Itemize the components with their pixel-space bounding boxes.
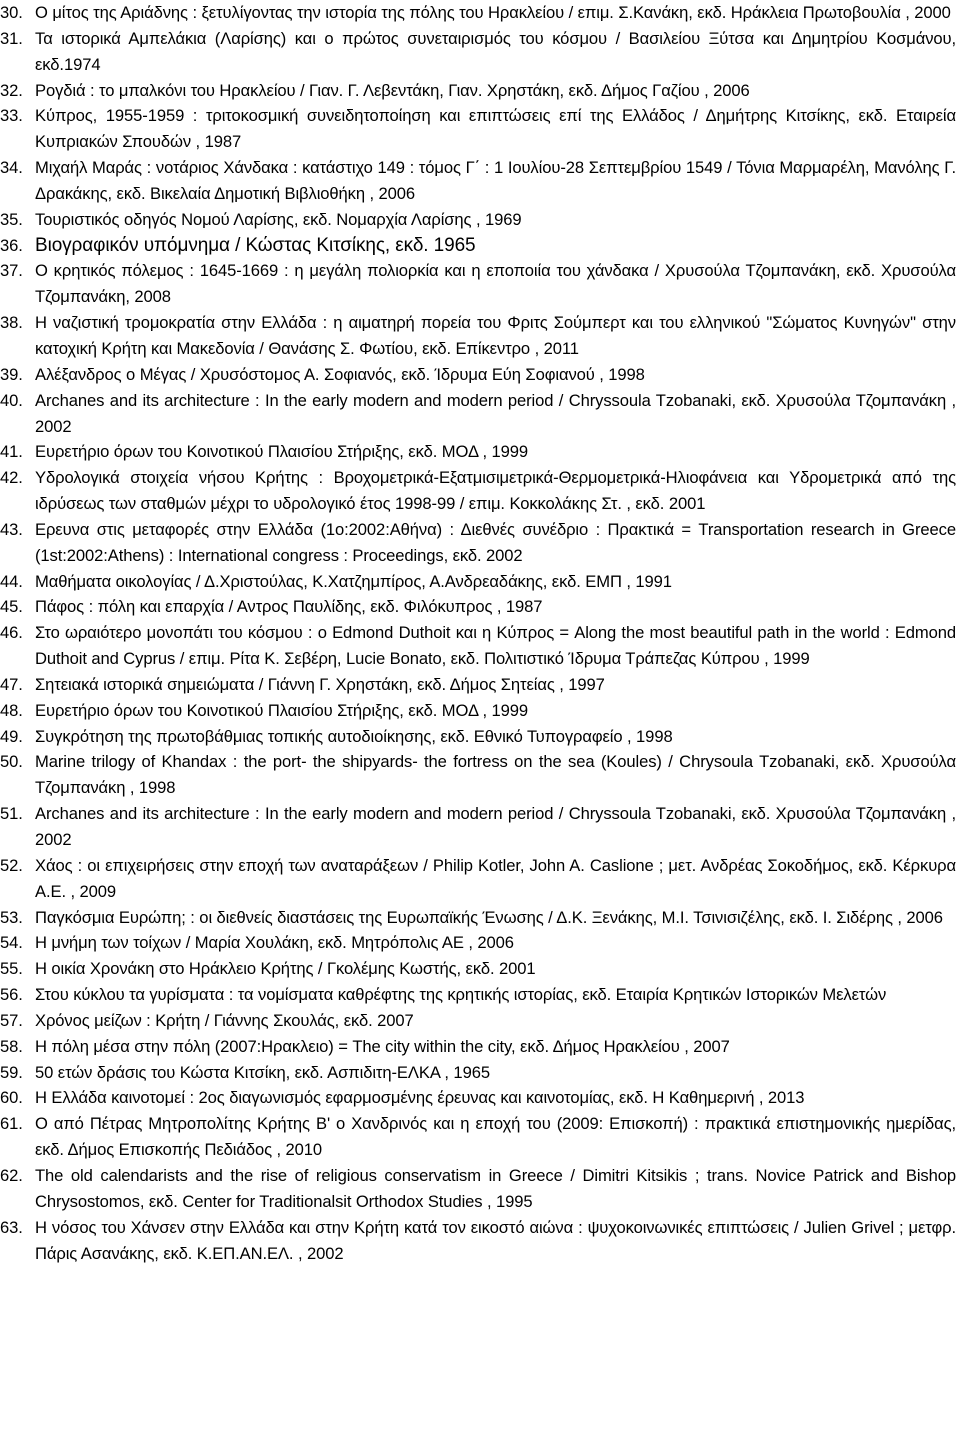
entry-number: 39. bbox=[0, 364, 23, 384]
entry-number: 61. bbox=[0, 1114, 23, 1134]
entry-citation: Στου κύκλου τα γυρίσματα : τα νομίσματα καθρέφτης της κρητικής ιστορίας, εκδ. Εταιρία Κρητικών Ιστορικών Μελετών bbox=[35, 985, 887, 1005]
bibliography-entry bbox=[0, 26, 956, 78]
entry-citation: 50 ετών δράσις του Κώστα Κιτσίκη, εκδ. Ασπιδιτη-ΕΛΚΑ , 1965 bbox=[35, 1062, 490, 1082]
bibliography-entry bbox=[0, 724, 956, 750]
entry-number: 60. bbox=[0, 1088, 23, 1108]
entry-number: 63. bbox=[0, 1217, 23, 1237]
bibliography-entry bbox=[0, 465, 956, 517]
bibliography-entry bbox=[0, 930, 956, 956]
entry-citation: Υδρολογικά στοιχεία νήσου Κρήτης : Βροχομετρικά-Εξατμισιμετρικά-Θερμομετρικά-Ηλιοφάνεια και Υδρομετρικά από της ιδρύσεως των σταθμών μέχρι το υδρολογικό έτος 1998-99 / επιμ. Κοκκολάκης Στ. , εκδ. 2001 bbox=[35, 468, 956, 514]
entry-citation: Συγκρότηση της πρωτοβάθμιας τοπικής αυτοδιοίκησης, εκδ. Εθνικό Τυπογραφείο , 1998 bbox=[35, 726, 673, 746]
entry-citation: Χάος : οι επιχειρήσεις στην εποχή των αναταράξεων / Philip Kotler, John A. Caslione ; μετ. Ανδρέας Σοκοδήμος, εκδ. Κέρκυρα Α.Ε. , 2009 bbox=[35, 855, 956, 901]
entry-citation: Η οικία Χρονάκη στο Ηράκλειο Κρήτης / Γκολέμης Κωστής, εκδ. 2001 bbox=[35, 959, 536, 979]
bibliography-entry bbox=[0, 517, 956, 569]
entry-citation: Σητειακά ιστορικά σημειώματα / Γιάννη Γ. Χρηστάκη, εκδ. Δήμος Σητείας , 1997 bbox=[35, 674, 605, 694]
entry-citation: Πάφος : πόλη και επαρχία / Αντρος Παυλίδης, εκδ. Φιλόκυπρος , 1987 bbox=[35, 597, 543, 617]
entry-citation: Μιχαήλ Μαράς : νοτάριος Χάνδακα : κατάστιχο 149 : τόμος Γ΄ : 1 Ιουλίου-28 Σεπτεμβρίου 1549 / Τόνια Μαρμαρέλη, Μανόλης Γ. Δρακάκης, εκδ. Βικελαία Δημοτική Βιβλιοθήκη , 2006 bbox=[35, 158, 956, 203]
entry-citation: Κύπρος, 1955-1959 : τριτοκοσμική συνειδητοποίηση και επιπτώσεις επί της Ελλάδος / Δημήτρης Κιτσίκης, εκδ. Εταιρεία Κυπριακών Σπουδών , 1987 bbox=[35, 106, 956, 152]
bibliography-entry bbox=[0, 1060, 956, 1086]
bibliography-entry bbox=[0, 78, 956, 104]
entry-number: 53. bbox=[0, 907, 23, 927]
entry-citation: Αλέξανδρος ο Μέγας / Χρυσόστομος Α. Σοφιανός, εκδ. Ίδρυμα Εύη Σοφιανού , 1998 bbox=[35, 364, 645, 384]
entry-citation: Archanes and its architecture : In the early modern and modern period / Chryssoula Tzobanaki, εκδ. Χρυσούλα Τζομπανάκη , 2002 bbox=[35, 390, 956, 436]
entry-number: 56. bbox=[0, 985, 23, 1005]
entry-number: 32. bbox=[0, 80, 23, 100]
bibliography-entry bbox=[0, 982, 956, 1008]
entry-citation: Marine trilogy of Khandax : the port- the shipyards- the fortress on the sea (Koules) / Chrysoula Tzobanaki, εκδ. Χρυσούλα Τζομπανάκη , 1998 bbox=[35, 752, 956, 798]
bibliography-entry bbox=[0, 956, 956, 982]
bibliography-entry bbox=[0, 1008, 956, 1034]
entry-citation: Ευρετήριο όρων του Κοινοτικού Πλαισίου Στήριξης, εκδ. ΜΟΔ , 1999 bbox=[35, 700, 529, 720]
bibliography-entry bbox=[0, 1215, 956, 1267]
entry-citation: Ο κρητικός πόλεμος : 1645-1669 : η μεγάλη πολιορκία και η εποποιία του χάνδακα / Χρυσούλα Τζομπανάκη, εκδ. Χρυσούλα Τζομπανάκη, 2008 bbox=[35, 261, 956, 307]
entry-number: 54. bbox=[0, 933, 23, 953]
bibliography-entry bbox=[0, 749, 956, 801]
entry-number: 48. bbox=[0, 700, 23, 720]
entry-citation: The old calendarists and the rise of religious conservatism in Greece / Dimitri Kitsikis ; trans. Novice Patrick and Bishop Chrysostomos, εκδ. Center for Traditionalsit Orthodox Studies , 1995 bbox=[35, 1165, 956, 1211]
entry-citation: Ρογδιά : το μπαλκόνι του Ηρακλείου / Γιαν. Γ. Λεβεντάκη, Γιαν. Χρηστάκη, εκδ. Δήμος Γαζίου , 2006 bbox=[35, 80, 750, 100]
entry-citation: Τα ιστορικά Αμπελάκια (Λαρίσης) και ο πρώτος συνεταιρισμός του κόσμου / Βασιλείου Ξύτσα και Δημητρίου Κοσμάνου, εκδ.1974 bbox=[35, 28, 956, 74]
bibliography-entry bbox=[0, 103, 956, 155]
entry-citation: Η Ελλάδα καινοτομεί : 2ος διαγωνισμός εφαρμοσμένης έρευνας και καινοτομίας, εκδ. Η Καθημερινή , 2013 bbox=[35, 1088, 805, 1108]
bibliography-entry bbox=[0, 1163, 956, 1215]
bibliography-entry bbox=[0, 1034, 956, 1060]
entry-number: 37. bbox=[0, 261, 23, 281]
bibliography-entry bbox=[0, 439, 956, 465]
entry-citation: Βιογραφικόν υπόμνημα / Κώστας Κιτσίκης, εκδ. 1965 bbox=[35, 234, 476, 256]
entry-number: 62. bbox=[0, 1165, 23, 1185]
entry-citation: Η πόλη μέσα στην πόλη (2007:Ηρακλειο) = The city within the city, εκδ. Δήμος Ηρακλείου , 2007 bbox=[35, 1036, 730, 1056]
bibliography-entry bbox=[0, 905, 956, 931]
bibliography-entry bbox=[0, 207, 956, 233]
entry-number: 50. bbox=[0, 752, 23, 772]
entry-number: 31. bbox=[0, 28, 23, 48]
entry-citation: Archanes and its architecture : In the early modern and modern period / Chryssoula Tzobanaki, εκδ. Χρυσούλα Τζομπανάκη , 2002 bbox=[35, 804, 956, 849]
entry-citation: Μαθήματα οικολογίας / Δ.Χριστούλας, Κ.Χατζημπίρος, Α.Ανδρεαδάκης, εκδ. ΕΜΠ , 1991 bbox=[35, 571, 672, 591]
entry-number: 51. bbox=[0, 804, 23, 824]
bibliography-entry bbox=[0, 1111, 956, 1163]
entry-number: 30. bbox=[0, 3, 23, 22]
entry-number: 55. bbox=[0, 959, 23, 979]
entry-number: 44. bbox=[0, 571, 23, 591]
bibliography-entry bbox=[0, 801, 956, 853]
bibliography-entry bbox=[0, 0, 956, 26]
bibliography-entry bbox=[0, 594, 956, 620]
bibliography-entry bbox=[0, 258, 956, 310]
entry-number: 58. bbox=[0, 1036, 23, 1056]
entry-number: 40. bbox=[0, 390, 23, 410]
entry-number: 42. bbox=[0, 468, 23, 488]
entry-number: 43. bbox=[0, 519, 23, 539]
entry-number: 33. bbox=[0, 106, 23, 126]
entry-number: 36. bbox=[0, 235, 23, 255]
entry-citation: Ευρετήριο όρων του Κοινοτικού Πλαισίου Στήριξης, εκδ. ΜΟΔ , 1999 bbox=[35, 442, 529, 462]
entry-citation: Στο ωραιότερο μονοπάτι του κόσμου : ο Edmond Duthoit και η Κύπρος = Along the most beautiful path in the world : Edmond Duthoit and Cyprus / επιμ. Ρίτα Κ. Σεβέρη, Lucie Bonato, εκδ. Πολιτιστικό Ίδρυμα Τράπεζας Κύπρου , 1999 bbox=[35, 623, 956, 669]
entry-citation: Η μνήμη των τοίχων / Μαρία Χουλάκη, εκδ. Μητρόπολις ΑΕ , 2006 bbox=[35, 933, 514, 953]
entry-citation: Ο μίτος της Αριάδνης : ξετυλίγοντας την ιστορία της πόλης του Ηρακλείου / επιμ. Σ.Κανάκη, εκδ. Ηράκλεια Πρωτοβουλία , 2000 bbox=[35, 3, 951, 22]
entry-number: 34. bbox=[0, 158, 23, 178]
entry-citation: Τουριστικός οδηγός Νομού Λαρίσης, εκδ. Νομαρχία Λαρίσης , 1969 bbox=[35, 209, 522, 229]
entry-number: 47. bbox=[0, 674, 23, 694]
bibliography-entry bbox=[0, 310, 956, 362]
bibliography-entry bbox=[0, 233, 956, 259]
entry-number: 38. bbox=[0, 313, 23, 333]
entry-number: 35. bbox=[0, 209, 23, 229]
bibliography-entry bbox=[0, 155, 956, 207]
bibliography-entry bbox=[0, 853, 956, 905]
bibliography-entry bbox=[0, 388, 956, 440]
bibliography-entry bbox=[0, 569, 956, 595]
entry-number: 59. bbox=[0, 1062, 23, 1082]
entry-citation: Παγκόσμια Ευρώπη; : οι διεθνείς διαστάσεις της Ευρωπαϊκής Ένωσης / Δ.Κ. Ξενάκης, Μ.Ι. Τσινισιζέλης, εκδ. Ι. Σιδέρης , 2006 bbox=[35, 907, 943, 927]
bibliography-entry bbox=[0, 362, 956, 388]
entry-citation: Χρόνος μείζων : Κρήτη / Γιάννης Σκουλάς, εκδ. 2007 bbox=[35, 1010, 414, 1030]
entry-number: 52. bbox=[0, 855, 23, 875]
bibliography-entry bbox=[0, 620, 956, 672]
entry-number: 45. bbox=[0, 597, 23, 617]
bibliography-entry bbox=[0, 698, 956, 724]
entry-citation: Η ναζιστική τρομοκρατία στην Ελλάδα : η αιματηρή πορεία του Φριτς Σούμπερτ και του ελληνικού "Σώματος Κυνηγών" στην κατοχική Κρήτη και Μακεδονία / Θανάσης Σ. Φωτίου, εκδ. Επίκεντρο , 2011 bbox=[35, 313, 956, 358]
entry-citation: Ο από Πέτρας Μητροπολίτης Κρήτης Β' ο Χανδρινός και η εποχή του (2009: Επισκοπή) : πρακτικά επιστημονικής ημερίδας, εκδ. Δήμος Επισκοπής Πεδιάδος , 2010 bbox=[35, 1114, 956, 1160]
entry-number: 49. bbox=[0, 726, 23, 746]
entry-number: 41. bbox=[0, 442, 23, 462]
entry-citation: Ερευνα στις μεταφορές στην Ελλάδα (1ο:2002:Αθήνα) : Διεθνές συνέδριο : Πρακτικά = Transportation research in Greece (1st:2002:Athens) : International congress : Proceedings, εκδ. 2002 bbox=[35, 519, 956, 565]
entry-number: 46. bbox=[0, 623, 23, 643]
entry-citation: Η νόσος του Χάνσεν στην Ελλάδα και στην Κρήτη κατά τον εικοστό αιώνα : ψυχοκοινωνικές επιπτώσεις / Julien Grivel ; μετφρ. Πάρις Ασανάκης, εκδ. Κ.ΕΠ.ΑΝ.ΕΛ. , 2002 bbox=[35, 1217, 956, 1263]
entry-number: 57. bbox=[0, 1010, 23, 1030]
bibliography-entry bbox=[0, 1085, 956, 1111]
bibliography-entry bbox=[0, 672, 956, 698]
